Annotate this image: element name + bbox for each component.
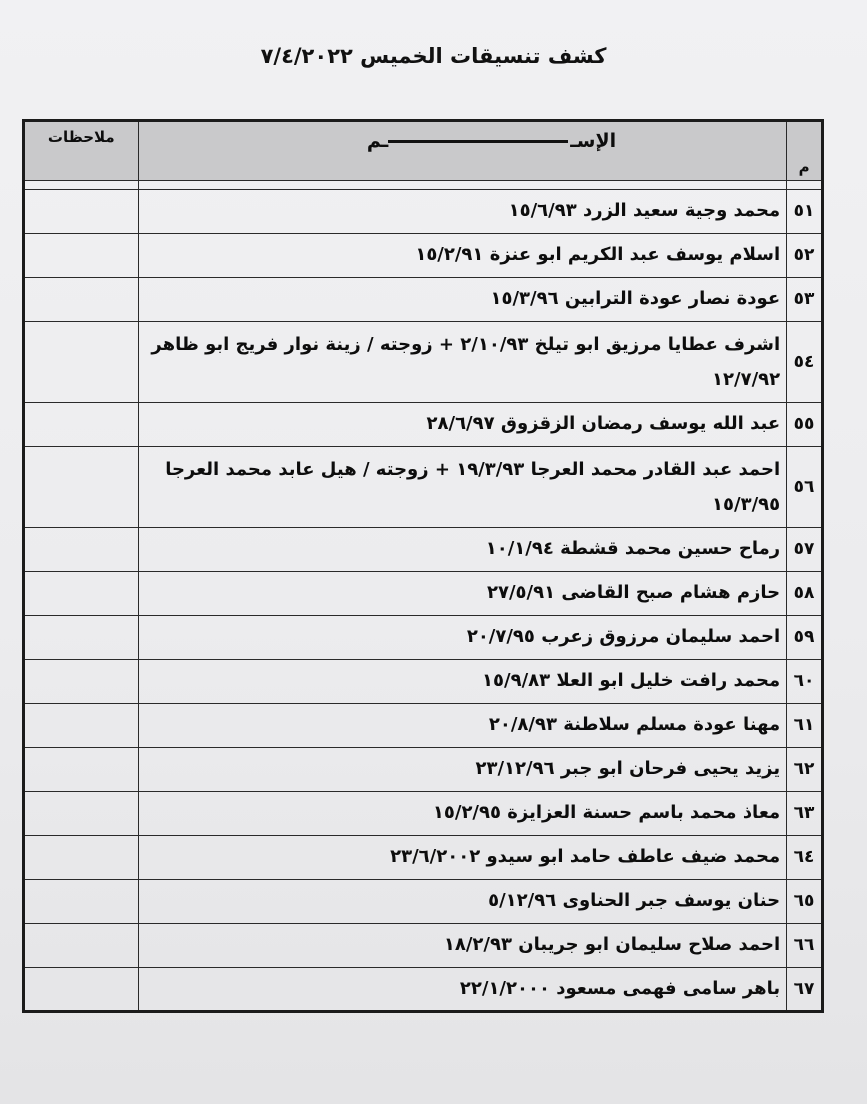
row-number: ٥٦ xyxy=(787,447,823,528)
row-name: رماح حسين محمد قشطة ١٠/١/٩٤ xyxy=(138,528,786,572)
row-name: محمد رافت خليل ابو العلا ١٥/٩/٨٣ xyxy=(138,660,786,704)
header-gap-row xyxy=(24,181,823,190)
table-row xyxy=(24,528,823,572)
row-number: ٥٩ xyxy=(787,616,823,660)
table-row xyxy=(24,792,823,836)
header-name-tail-label: ـم xyxy=(366,130,389,152)
row-notes xyxy=(24,278,139,322)
header-name-label: الإسـ xyxy=(570,130,617,152)
row-notes xyxy=(24,447,139,528)
table-row xyxy=(24,924,823,968)
row-name: محمد وجية سعيد الزرد ١٥/٦/٩٣ xyxy=(138,190,786,234)
row-number: ٥١ xyxy=(787,190,823,234)
row-number: ٦٢ xyxy=(787,748,823,792)
row-name: حازم هشام صبح القاضى ٢٧/٥/٩١ xyxy=(138,572,786,616)
header-name-stretch-line xyxy=(388,140,568,143)
table-row xyxy=(24,322,823,403)
table-row xyxy=(24,403,823,447)
row-name: احمد عبد القادر محمد العرجا ١٩/٣/٩٣ + زوجته / هيل عابد محمد العرجا ١٥/٣/٩٥ xyxy=(138,447,786,528)
row-notes xyxy=(24,322,139,403)
row-name: اشرف عطايا مرزيق ابو تيلخ ٢/١٠/٩٣ + زوجته / زينة نوار فريج ابو ظاهر ١٢/٧/٩٢ xyxy=(138,322,786,403)
row-name: باهر سامى فهمى مسعود ٢٢/١/٢٠٠٠ xyxy=(138,968,786,1012)
row-notes xyxy=(24,403,139,447)
row-number: ٦٤ xyxy=(787,836,823,880)
row-number: ٥٧ xyxy=(787,528,823,572)
header-number-label: م xyxy=(798,158,810,176)
table-body xyxy=(24,181,823,1012)
table-row xyxy=(24,880,823,924)
row-number: ٥٣ xyxy=(787,278,823,322)
table-row xyxy=(24,836,823,880)
header-notes xyxy=(24,121,139,181)
row-notes xyxy=(24,924,139,968)
row-name: اسلام يوسف عبد الكريم ابو عنزة ١٥/٢/٩١ xyxy=(138,234,786,278)
row-number: ٦١ xyxy=(787,704,823,748)
row-number: ٥٢ xyxy=(787,234,823,278)
row-notes xyxy=(24,190,139,234)
row-number: ٥٤ xyxy=(787,322,823,403)
row-number: ٦٠ xyxy=(787,660,823,704)
row-name: عودة نصار عودة الترابين ١٥/٣/٩٦ xyxy=(138,278,786,322)
table-row xyxy=(24,748,823,792)
table-row xyxy=(24,660,823,704)
table-row xyxy=(24,704,823,748)
row-name: يزيد يحيى فرحان ابو جبر ٢٣/١٢/٩٦ xyxy=(138,748,786,792)
row-notes xyxy=(24,234,139,278)
names-table xyxy=(22,119,824,1013)
row-number: ٦٥ xyxy=(787,880,823,924)
row-notes xyxy=(24,616,139,660)
table-row xyxy=(24,190,823,234)
row-name: احمد سليمان مرزوق زعرب ٢٠/٧/٩٥ xyxy=(138,616,786,660)
row-notes xyxy=(24,660,139,704)
table-header-row xyxy=(24,121,823,181)
row-number: ٥٥ xyxy=(787,403,823,447)
header-notes-label: ملاحظات xyxy=(47,128,115,146)
row-notes xyxy=(24,836,139,880)
row-name: مهنا عودة مسلم سلاطنة ٢٠/٨/٩٣ xyxy=(138,704,786,748)
row-name: عبد الله يوسف رمضان الزقزوق ٢٨/٦/٩٧ xyxy=(138,403,786,447)
table-row xyxy=(24,234,823,278)
table-row xyxy=(24,278,823,322)
table-row xyxy=(24,968,823,1012)
row-number: ٦٣ xyxy=(787,792,823,836)
row-number: ٥٨ xyxy=(787,572,823,616)
row-name: حنان يوسف جبر الحناوى ٥/١٢/٩٦ xyxy=(138,880,786,924)
row-name: احمد صلاح سليمان ابو جريبان ١٨/٢/٩٣ xyxy=(138,924,786,968)
page-title: كشف تنسيقات الخميس ٧/٤/٢٠٢٢ xyxy=(260,44,607,68)
table-row xyxy=(24,447,823,528)
row-notes xyxy=(24,792,139,836)
row-number: ٦٦ xyxy=(787,924,823,968)
row-notes xyxy=(24,528,139,572)
table-row xyxy=(24,572,823,616)
header-number xyxy=(787,121,823,181)
row-name: محمد ضيف عاطف حامد ابو سيدو ٢٣/٦/٢٠٠٢ xyxy=(138,836,786,880)
header-name xyxy=(138,121,786,181)
table-row xyxy=(24,616,823,660)
row-number: ٦٧ xyxy=(787,968,823,1012)
row-notes xyxy=(24,880,139,924)
row-notes xyxy=(24,704,139,748)
row-name: معاذ محمد باسم حسنة العزايزة ١٥/٢/٩٥ xyxy=(138,792,786,836)
row-notes xyxy=(24,748,139,792)
row-notes xyxy=(24,968,139,1012)
row-notes xyxy=(24,572,139,616)
